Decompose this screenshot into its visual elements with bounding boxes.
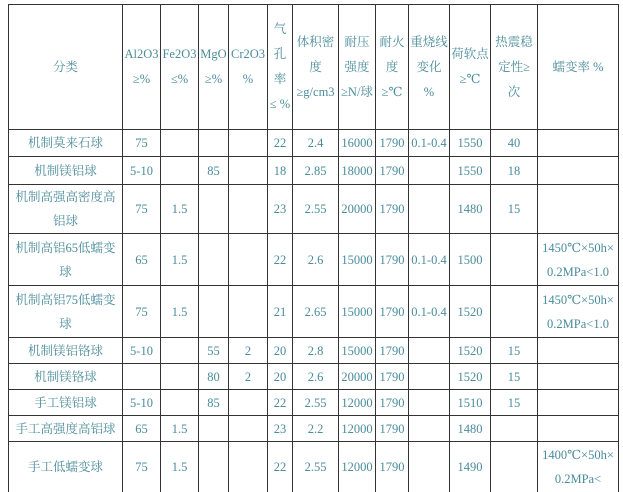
cell xyxy=(229,416,268,442)
cell: 0.1-0.4 xyxy=(409,130,450,157)
cell: 20 xyxy=(268,338,293,364)
row-label: 机制镁铬球 xyxy=(9,364,123,390)
cell: 20 xyxy=(268,364,293,390)
cell: 1790 xyxy=(376,416,409,442)
row-label: 机制高铝75低蠕变球 xyxy=(9,286,123,338)
cell: 12000 xyxy=(339,442,376,492)
cell: 2.55 xyxy=(293,442,339,492)
cell: 12000 xyxy=(339,416,376,442)
cell: 23 xyxy=(268,185,293,234)
cell: 1790 xyxy=(376,157,409,185)
cell xyxy=(229,185,268,234)
table-row xyxy=(9,157,619,185)
cell xyxy=(229,442,268,492)
cell: 1480 xyxy=(450,416,491,442)
cell: 1490 xyxy=(450,442,491,492)
cell: 1790 xyxy=(376,185,409,234)
column-header: 热震稳定性≥ 次 xyxy=(491,5,538,130)
cell: 1480 xyxy=(450,185,491,234)
cell: 1.5 xyxy=(161,234,199,286)
cell: 18 xyxy=(491,157,538,185)
cell: 2.65 xyxy=(293,286,339,338)
cell: 20000 xyxy=(339,185,376,234)
row-label: 机制镁铝球 xyxy=(9,157,123,185)
cell: 1520 xyxy=(450,286,491,338)
cell xyxy=(538,390,619,416)
cell xyxy=(409,185,450,234)
table-body xyxy=(9,130,619,492)
cell: 80 xyxy=(199,364,229,390)
row-label: 机制莫来石球 xyxy=(9,130,123,157)
cell: 2.2 xyxy=(293,416,339,442)
cell xyxy=(538,364,619,390)
cell: 18000 xyxy=(339,157,376,185)
cell: 22 xyxy=(268,442,293,492)
column-header: 荷软点 ≥℃ xyxy=(450,5,491,130)
cell xyxy=(409,364,450,390)
cell: 2 xyxy=(229,364,268,390)
column-header: 体积密度 ≥g/cm3 xyxy=(293,5,339,130)
column-header: Fe2O3 ≤% xyxy=(161,5,199,130)
cell: 1790 xyxy=(376,130,409,157)
cell xyxy=(491,234,538,286)
cell: 85 xyxy=(199,157,229,185)
row-label: 手工镁铝球 xyxy=(9,390,123,416)
cell: 2 xyxy=(229,338,268,364)
cell xyxy=(161,130,199,157)
cell: 1550 xyxy=(450,157,491,185)
cell: 15000 xyxy=(339,234,376,286)
cell xyxy=(538,338,619,364)
cell: 0.1-0.4 xyxy=(409,234,450,286)
cell xyxy=(409,157,450,185)
cell: 15 xyxy=(491,185,538,234)
cell: 1500 xyxy=(450,234,491,286)
cell xyxy=(229,234,268,286)
cell: 15 xyxy=(491,390,538,416)
cell xyxy=(229,390,268,416)
cell xyxy=(161,338,199,364)
cell xyxy=(409,390,450,416)
cell: 85 xyxy=(199,390,229,416)
cell: 2.6 xyxy=(293,364,339,390)
cell: 5-10 xyxy=(123,338,161,364)
table-row xyxy=(9,442,619,492)
cell xyxy=(199,234,229,286)
table-row xyxy=(9,390,619,416)
row-label: 手工高强度高铝球 xyxy=(9,416,123,442)
cell: 1400℃×50h× 0.2MPa< xyxy=(538,442,619,492)
cell: 18 xyxy=(268,157,293,185)
cell: 23 xyxy=(268,416,293,442)
cell: 1.5 xyxy=(161,286,199,338)
cell: 75 xyxy=(123,185,161,234)
cell xyxy=(491,442,538,492)
cell xyxy=(199,130,229,157)
column-header: 蠕变率 % xyxy=(538,5,619,130)
cell: 15 xyxy=(491,338,538,364)
cell: 5-10 xyxy=(123,390,161,416)
cell: 1790 xyxy=(376,286,409,338)
cell: 1450℃×50h× 0.2MPa<1.0 xyxy=(538,234,619,286)
spec-table xyxy=(8,4,619,492)
table-row xyxy=(9,338,619,364)
cell xyxy=(229,130,268,157)
cell: 15 xyxy=(491,364,538,390)
row-label: 机制高铝65低蠕变球 xyxy=(9,234,123,286)
cell: 65 xyxy=(123,234,161,286)
cell: 1790 xyxy=(376,442,409,492)
cell xyxy=(538,185,619,234)
cell: 1520 xyxy=(450,364,491,390)
cell xyxy=(229,157,268,185)
cell: 1510 xyxy=(450,390,491,416)
row-label: 机制镁铝铬球 xyxy=(9,338,123,364)
cell: 2.85 xyxy=(293,157,339,185)
cell: 1790 xyxy=(376,234,409,286)
header-row xyxy=(9,5,619,130)
column-header: Cr2O3 % xyxy=(229,5,268,130)
cell: 65 xyxy=(123,416,161,442)
row-label: 机制高强高密度高铝球 xyxy=(9,185,123,234)
table-row xyxy=(9,130,619,157)
column-header: 重烧线变化 % xyxy=(409,5,450,130)
column-header: 气孔率 ≤ % xyxy=(268,5,293,130)
cell: 40 xyxy=(491,130,538,157)
cell: 16000 xyxy=(339,130,376,157)
cell: 15000 xyxy=(339,338,376,364)
cell: 75 xyxy=(123,286,161,338)
cell: 22 xyxy=(268,234,293,286)
cell xyxy=(409,338,450,364)
table-row xyxy=(9,234,619,286)
cell: 1.5 xyxy=(161,185,199,234)
cell xyxy=(491,286,538,338)
cell: 1.5 xyxy=(161,416,199,442)
cell: 2.55 xyxy=(293,390,339,416)
cell: 75 xyxy=(123,442,161,492)
table-row xyxy=(9,185,619,234)
cell xyxy=(199,185,229,234)
cell xyxy=(161,157,199,185)
table-row xyxy=(9,364,619,390)
cell: 1520 xyxy=(450,338,491,364)
column-header: 耐压强度 ≥N/球 xyxy=(339,5,376,130)
table-row xyxy=(9,286,619,338)
cell xyxy=(538,130,619,157)
cell: 0.1-0.4 xyxy=(409,286,450,338)
cell: 2.55 xyxy=(293,185,339,234)
cell: 75 xyxy=(123,130,161,157)
cell xyxy=(161,390,199,416)
cell: 21 xyxy=(268,286,293,338)
cell: 1.5 xyxy=(161,442,199,492)
cell: 2.4 xyxy=(293,130,339,157)
cell: 15000 xyxy=(339,286,376,338)
column-header: Al2O3 ≥% xyxy=(123,5,161,130)
cell: 2.8 xyxy=(293,338,339,364)
table-row xyxy=(9,416,619,442)
cell: 1790 xyxy=(376,390,409,416)
cell xyxy=(229,286,268,338)
cell xyxy=(123,364,161,390)
cell xyxy=(538,157,619,185)
cell: 20000 xyxy=(339,364,376,390)
cell: 1450℃×50h× 0.2MPa<1.0 xyxy=(538,286,619,338)
column-header: 耐火度 ≥℃ xyxy=(376,5,409,130)
cell: 5-10 xyxy=(123,157,161,185)
cell: 1550 xyxy=(450,130,491,157)
cell: 1790 xyxy=(376,338,409,364)
row-label: 手工低蠕变球 xyxy=(9,442,123,492)
cell xyxy=(199,442,229,492)
cell: 12000 xyxy=(339,390,376,416)
cell xyxy=(409,442,450,492)
cell xyxy=(161,364,199,390)
cell: 1790 xyxy=(376,364,409,390)
cell xyxy=(538,416,619,442)
cell: 22 xyxy=(268,130,293,157)
cell xyxy=(199,416,229,442)
cell: 2.6 xyxy=(293,234,339,286)
cell xyxy=(409,416,450,442)
cell xyxy=(491,416,538,442)
column-header: MgO ≥% xyxy=(199,5,229,130)
cell xyxy=(199,286,229,338)
cell: 22 xyxy=(268,390,293,416)
cell: 55 xyxy=(199,338,229,364)
column-header: 分类 xyxy=(9,5,123,130)
